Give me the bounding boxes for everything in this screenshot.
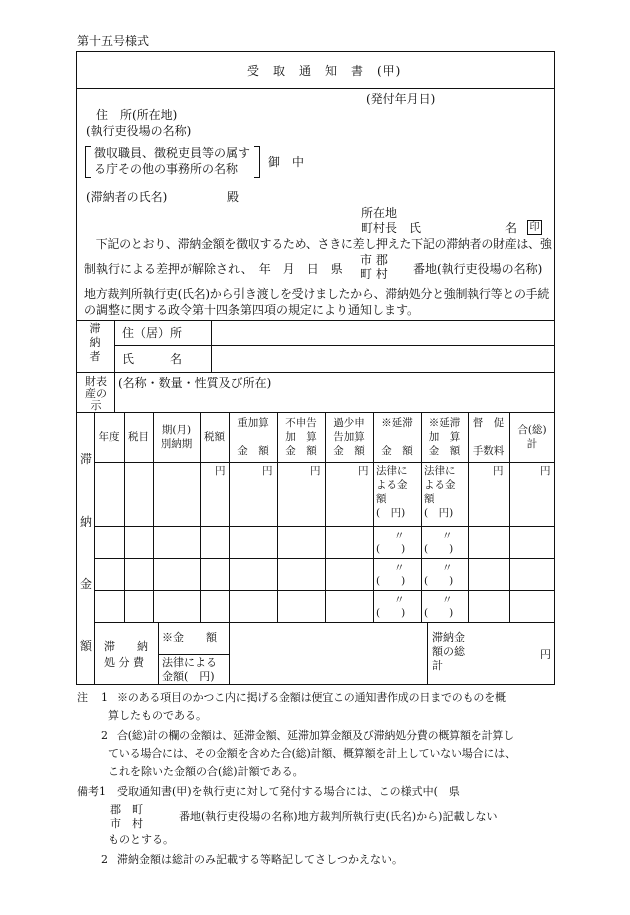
grand-total-yen: 円: [540, 648, 551, 661]
seal-mark: 印: [527, 220, 542, 235]
divider: [94, 462, 555, 463]
remark1-line1: 受取通知書(甲)を執行吏に対して発付する場合には、この様式中( 県: [117, 785, 460, 798]
ditto-mark: 〃: [394, 530, 405, 542]
taxpayer-name-field-label: 氏 名: [122, 352, 183, 366]
legal-text-2: よる金: [424, 479, 456, 491]
divider: [94, 526, 555, 527]
divider: [211, 320, 212, 372]
header-tax-item: 税目: [128, 431, 149, 443]
ditto-mark: 〃: [442, 562, 453, 574]
paren-blank: ( ): [424, 543, 454, 555]
department-line1: 徴収職員、徴税吏員等の属す: [94, 146, 251, 160]
body-line2a: 制執行による差押が解除され、 年 月 日 県: [84, 262, 343, 276]
department-line2: る庁その他の事務所の名称: [94, 162, 239, 176]
divider: [158, 622, 159, 685]
yen-mark: 円: [358, 465, 369, 477]
processing-2: 処 分 費: [104, 656, 144, 669]
dono: 殿: [227, 190, 240, 204]
note2-num: 2: [101, 729, 108, 742]
divider: [427, 622, 428, 685]
header-period-2: 別納期: [160, 438, 193, 450]
arrears-label-text: 額: [80, 639, 93, 653]
remark1-line2: 番地(執行吏役場の名称)地方裁判所執行吏(氏名)から)記載しない: [179, 810, 498, 823]
divider: [76, 412, 555, 413]
note1-num: 1: [101, 691, 108, 704]
arrears-label-text: 滞: [80, 452, 93, 466]
header-under-3: 金 額: [333, 445, 365, 457]
header-nonfile-3: 金 額: [285, 445, 317, 457]
legal-yen: ( 円): [376, 507, 406, 519]
header-under-2: 告加算: [333, 431, 365, 443]
remark1-line3: ものとする。: [108, 833, 174, 846]
processing-1: 滞 納: [104, 640, 148, 653]
taxpayer-label: 滞納者: [89, 322, 101, 363]
divider: [94, 558, 555, 559]
legal-amount-2: 金額( 円): [162, 670, 215, 683]
paren-blank: ( ): [376, 543, 406, 555]
issue-date: (発付年月日): [366, 92, 436, 106]
arrears-label-2: [80, 515, 92, 530]
office-name-label: (執行吏役場の名称): [86, 124, 192, 138]
body-line3: 地方裁判所執行吏(氏名)から引き渡しを受けましたから、滞納処分と強制執行等との手続: [84, 287, 550, 301]
header-heavy-1: 重加算: [237, 417, 269, 429]
bracket-right: [254, 146, 260, 178]
yen-mark: 円: [540, 465, 551, 477]
paren-blank: ( ): [424, 607, 454, 619]
taxpayer-address-label: 住（居）所: [122, 326, 183, 340]
body-line2b: 番地(執行吏役場の名称): [413, 262, 543, 276]
header-total-2: 計: [526, 438, 538, 450]
grand-total-2: 額の総: [432, 645, 465, 658]
note2-line1: 合(総)計の欄の金額は、延滞金額、延滞加算金額及び滞納処分費の概算額を計算し: [117, 729, 514, 742]
body-line2-town: 町 村: [360, 267, 388, 281]
header-delay-1: ※延滞: [381, 417, 413, 429]
body-line4: の調整に関する政令第十四条第四項の規定により通知します。: [84, 303, 420, 317]
note2-line2: ている場合には、その金額を含めた合(総)計額、概算額を計上していない場合には、: [108, 747, 516, 760]
header-urge-1: 督 促: [472, 417, 505, 429]
divider: [114, 372, 115, 412]
legal-text-1: 法律に: [376, 465, 408, 477]
form-number: 第十五号様式: [77, 34, 150, 48]
address-label: 住 所(所在地): [96, 108, 178, 122]
divider: [94, 412, 95, 685]
paren-blank: ( ): [424, 575, 454, 587]
arrears-label-4: [80, 639, 92, 654]
note2-line3: これを除いた金額の合(総)計額である。: [108, 765, 304, 778]
divider: [94, 622, 555, 623]
ditto-mark: 〃: [394, 562, 405, 574]
header-heavy-2: 金 額: [237, 445, 269, 457]
arrears-label-text: 納: [80, 515, 93, 529]
yen-mark: 円: [310, 465, 321, 477]
sender-title: 町村長 氏: [361, 221, 422, 235]
legal-yen: ( 円): [424, 507, 454, 519]
header-delay-2: 金 額: [381, 445, 413, 457]
sender-name: 名: [505, 221, 518, 235]
notes-label: 注: [77, 691, 88, 704]
divider: [76, 372, 555, 373]
header-under-1: 過少申: [333, 417, 365, 429]
arrears-label-text: 金: [80, 577, 93, 591]
remarks-label: 備考1: [77, 785, 106, 798]
yen-mark: 円: [215, 465, 226, 477]
yen-mark: 円: [493, 465, 504, 477]
header-total-1: 合(総): [517, 424, 547, 436]
legal-text-2: よる金: [376, 479, 408, 491]
legal-amount-1: 法律による: [162, 656, 217, 669]
grand-total-3: 計: [432, 659, 443, 672]
header-delay-add-2: 加 算: [428, 431, 461, 443]
ditto-mark: 〃: [442, 594, 453, 606]
taxpayer-name-label: (滞納者の氏名): [86, 190, 168, 204]
body-line2-city: 市 郡: [360, 253, 388, 267]
header-urge-2: 手数料: [472, 445, 505, 457]
divider: [158, 654, 229, 655]
header-delay-add-3: 金 額: [428, 445, 461, 457]
note1-line2: 算したものである。: [108, 709, 207, 722]
header-tax-amount: 税額: [204, 431, 225, 443]
sender-location: 所在地: [361, 206, 398, 220]
ditto-mark: 〃: [442, 530, 453, 542]
divider: [76, 88, 555, 89]
legal-text-3: 額: [424, 493, 435, 505]
bracket-left: [85, 146, 91, 178]
onchu: 御 中: [268, 155, 305, 169]
remark2-num: 2: [101, 853, 108, 866]
star-amount: ※金 額: [162, 631, 217, 644]
legal-text-3: 額: [376, 493, 387, 505]
divider: [94, 590, 555, 591]
header-nonfile-1: 不申告: [285, 417, 317, 429]
property-note: (名称・数量・性質及び所在): [118, 376, 272, 390]
divider: [114, 320, 115, 372]
remark1-gun: 郡 町: [110, 803, 143, 816]
remark1-shi: 市 村: [110, 817, 143, 830]
header-period-1: 期(月): [161, 424, 192, 436]
arrears-label-1: [80, 452, 92, 467]
legal-text-1: 法律に: [424, 465, 456, 477]
header-delay-add-1: ※延滞: [428, 417, 461, 429]
header-year: 年度: [98, 431, 120, 443]
paren-blank: ( ): [376, 575, 406, 587]
header-nonfile-2: 加 算: [285, 431, 317, 443]
property-label: 財表産の示: [85, 375, 107, 412]
grand-total-1: 滞納金: [432, 631, 465, 644]
divider: [76, 320, 555, 321]
form-title: 受 取 通 知 書 (甲): [247, 64, 402, 78]
note1-line1: ※のある項目のかつこ内に掲げる金額は便宜この通知書作成の日までのものを概: [117, 691, 506, 704]
divider: [114, 345, 555, 346]
ditto-mark: 〃: [394, 594, 405, 606]
arrears-label-3: [80, 577, 92, 592]
body-line1: 下記のとおり、滞納金額を徴収するため、さきに差し押えた下記の滞納者の財産は、強: [84, 237, 552, 251]
paren-blank: ( ): [376, 607, 406, 619]
yen-mark: 円: [262, 465, 273, 477]
remark2-line: 滞納金額は総計のみ記載する等略記してさしつかえない。: [117, 853, 403, 866]
